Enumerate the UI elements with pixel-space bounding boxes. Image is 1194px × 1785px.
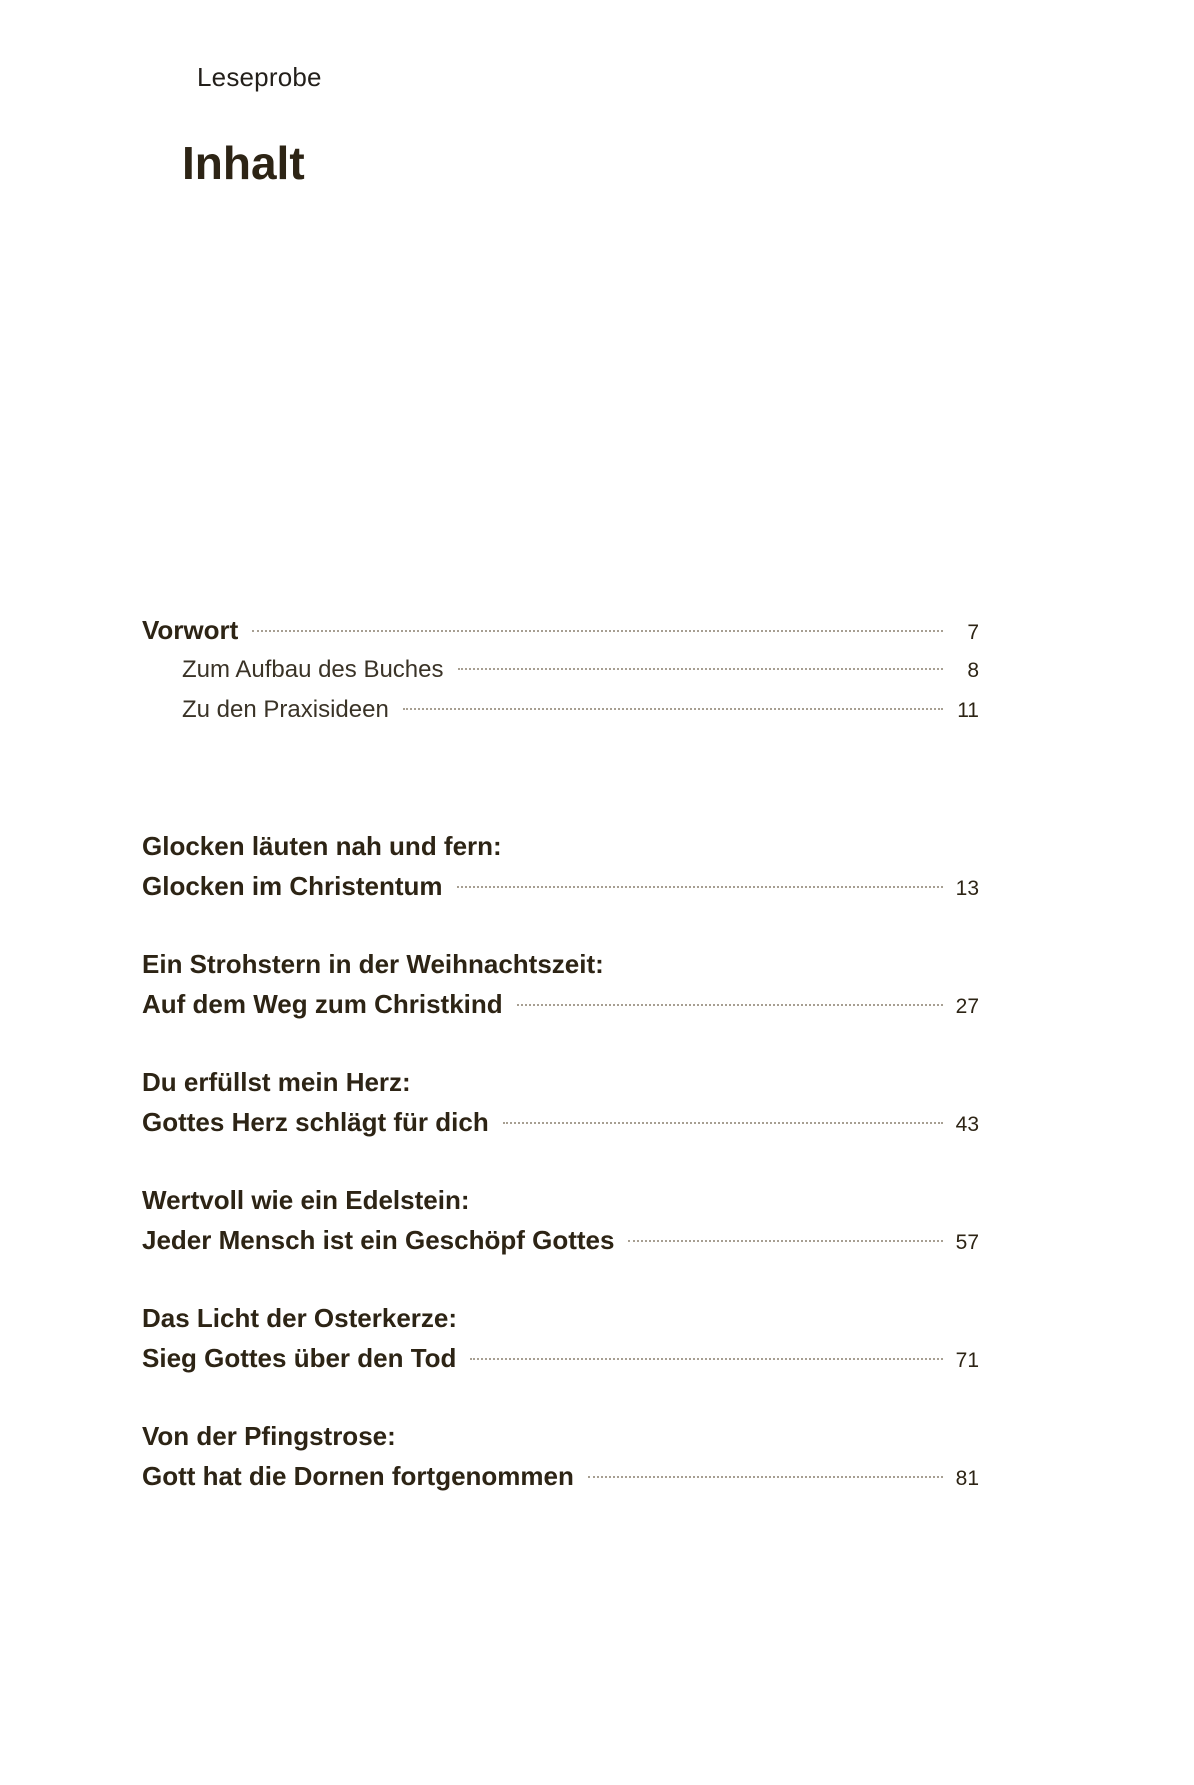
dot-leader: [503, 1121, 943, 1124]
toc-subentry[interactable]: [142, 690, 979, 730]
dot-leader: [588, 1475, 943, 1478]
toc-page-number: 71: [955, 1349, 979, 1372]
toc-chapter[interactable]: [142, 1298, 979, 1378]
toc-page-number: 43: [955, 1113, 979, 1136]
dot-leader: [252, 629, 943, 632]
chapter-heading: Ein Strohstern in der Weihnachtszeit:: [142, 949, 604, 979]
dot-leader: [470, 1357, 943, 1360]
chapter-subtitle: Auf dem Weg zum Christkind: [142, 989, 503, 1019]
spacer: [142, 730, 979, 826]
chapter-subtitle-row: [142, 1220, 979, 1260]
chapter-subtitle: Gott hat die Dornen fortgenommen: [142, 1461, 574, 1491]
chapter-subtitle: Sieg Gottes über den Tod: [142, 1343, 457, 1373]
toc-page-number: 8: [967, 659, 979, 682]
spacer: [142, 1142, 979, 1180]
chapter-subtitle-row: [142, 866, 979, 906]
preview-label: Leseprobe: [197, 62, 322, 92]
toc-page-number: 7: [967, 621, 979, 644]
dot-leader: [628, 1239, 943, 1242]
chapter-heading: Von der Pfingstrose:: [142, 1421, 396, 1451]
toc-entry-title: Vorwort: [142, 615, 239, 645]
spacer: [142, 906, 979, 944]
toc-page-number: 11: [957, 699, 979, 722]
toc-chapter[interactable]: [142, 944, 979, 1024]
chapter-heading: Wertvoll wie ein Edelstein:: [142, 1185, 470, 1215]
dot-leader: [517, 1003, 943, 1006]
chapter-subtitle-row: [142, 1456, 979, 1496]
dot-leader: [458, 667, 944, 670]
chapter-heading: Glocken läuten nah und fern:: [142, 831, 502, 861]
chapter-subtitle-row: [142, 1102, 979, 1142]
toc-page-number: 13: [955, 877, 979, 900]
chapter-subtitle-row: [142, 1338, 979, 1378]
toc-subentry-title: Zu den Praxisideen: [182, 696, 389, 723]
toc-page-number: 57: [955, 1231, 979, 1254]
table-of-contents: [142, 610, 979, 1496]
toc-chapter[interactable]: [142, 826, 979, 906]
page-title: Inhalt: [182, 137, 305, 189]
toc-page-number: 81: [955, 1467, 979, 1490]
chapter-subtitle: Glocken im Christentum: [142, 871, 443, 901]
dot-leader: [457, 885, 944, 888]
toc-chapter[interactable]: [142, 1416, 979, 1496]
spacer: [142, 1260, 979, 1298]
toc-entry-preface[interactable]: [142, 610, 979, 650]
toc-subentry[interactable]: [142, 650, 979, 690]
chapter-heading: Du erfüllst mein Herz:: [142, 1067, 411, 1097]
toc-chapter[interactable]: [142, 1180, 979, 1260]
chapter-heading: Das Licht der Osterkerze:: [142, 1303, 458, 1333]
spacer: [142, 1024, 979, 1062]
chapter-subtitle: Gottes Herz schlägt für dich: [142, 1107, 489, 1137]
toc-page-number: 27: [955, 995, 979, 1018]
chapter-subtitle: Jeder Mensch ist ein Geschöpf Gottes: [142, 1225, 615, 1255]
toc-chapter[interactable]: [142, 1062, 979, 1142]
dot-leader: [403, 707, 943, 710]
toc-subentry-title: Zum Aufbau des Buches: [182, 656, 444, 683]
chapter-subtitle-row: [142, 984, 979, 1024]
spacer: [142, 1378, 979, 1416]
